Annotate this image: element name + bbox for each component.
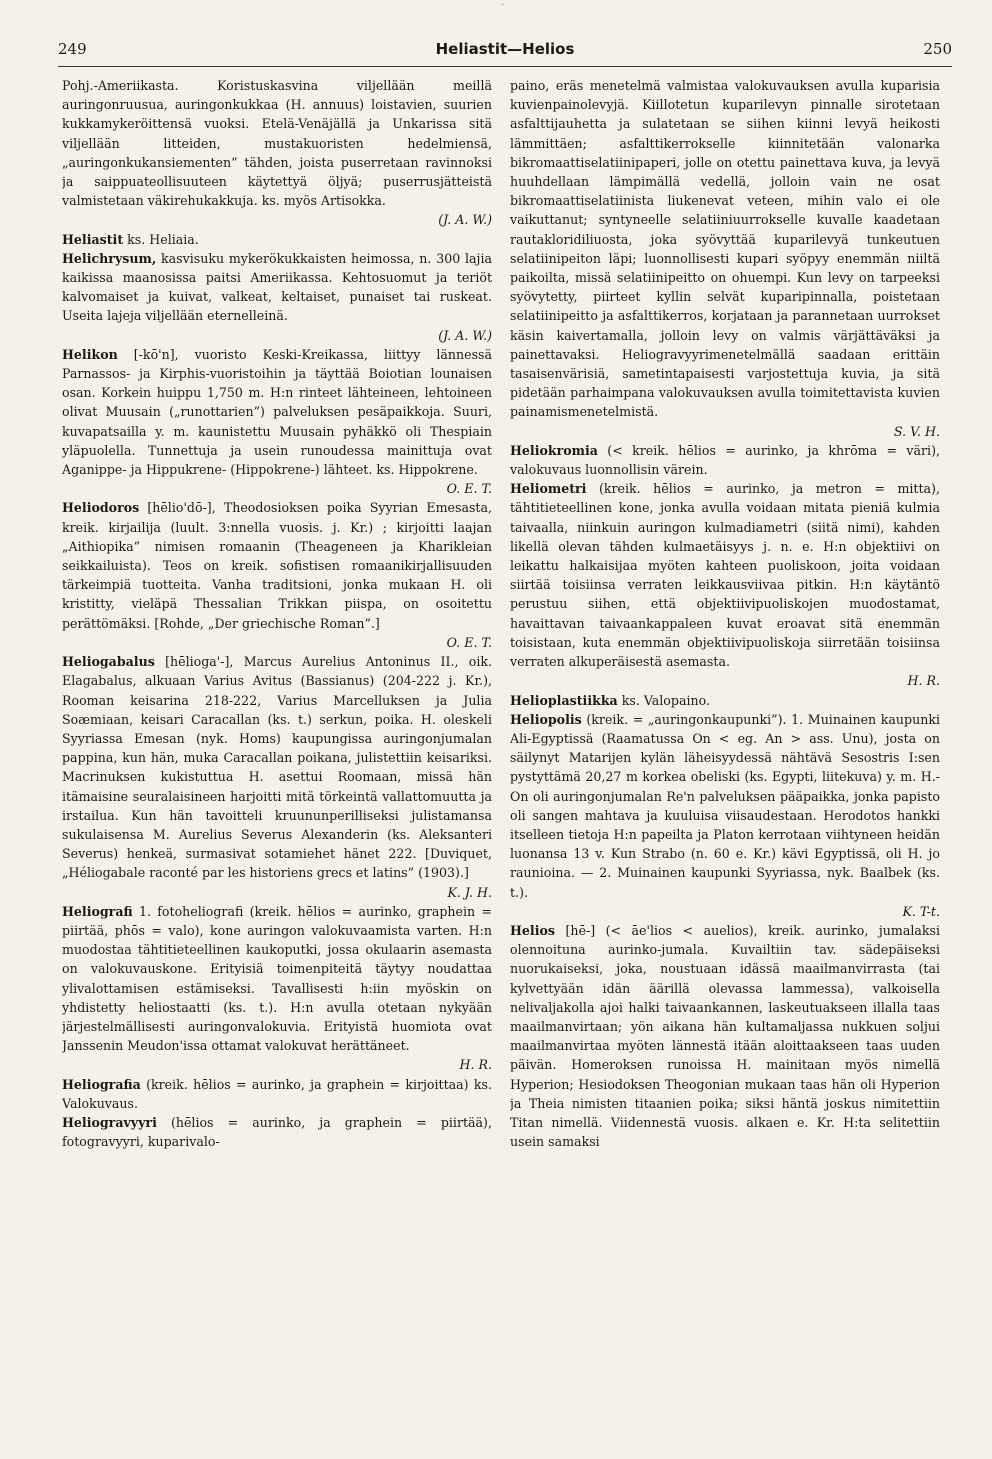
dictionary-entry xyxy=(510,691,940,710)
dictionary-entry xyxy=(510,710,940,921)
entry-text: (< kreik. hēlios = aurinko, ja khrōma = väri), valokuvaus luonnollisin värein. xyxy=(510,442,940,478)
entry-text: Pohj.-Ameriikasta. Koristuskasvina viljellään meillä auringonruusua, auringonkukkaa (H. annuus) loistavien, suurien kukkamykeröittensä vuoksi. Etelä-Venäjällä ja Unkarissa sitä viljellään litteiden, mustakuoristen hedelmiensä, „auringonkukansiementen” tähden, joista puserretaan ravinnoksi ja saippuateollisuuteen käytettyä öljyä; puserrusjätteistä valmistetaan väkirehukakkuja. ks. myös Artisokka. xyxy=(62,78,492,209)
entry-headword: Helikon xyxy=(62,346,118,362)
entry-headword: Heliogabalus xyxy=(62,654,155,670)
page-number-left: 249 xyxy=(58,40,87,58)
dictionary-entry xyxy=(62,652,492,902)
entry-text: [hēlioga'-], Marcus Aurelius Antoninus II., oik. Elagabalus, alkuaan Varius Avitus (Bassianus) (204-222 j. Kr.), Rooman keisarina 218-222, Varius Marcelluksen ja Julia Soæmiaan, keisari Caracallan (ks. t.) serkun, poika. H. oleskeli Syyriassa Emesan (nyk. Homs) kaupungissa auringonjumalan pappina, kun hän, muka Caracallan poikana, julistettiin keisariksi. Macrinuksen kukistuttua H. asettui Roomaan, missä hän itämaisine seuralaisineen harjoitti mitä törkeintä vallattomuutta ja irstailua. Kun hän tavoitteli kruununperilliseksi julistamansa sukulaisensa M. Aurelius Severus Alexanderin (ks. Aleksanteri Severus) henkeä, surmasivat sotamiehet hänet 222. [Duviquet, „Héliogabale raconté par les historiens grecs et latins” (1903).] xyxy=(62,654,492,881)
entry-text: (kreik. hēlios = aurinko, ja metron = mitta), tähtitieteellinen kone, jonka avulla voidaan mitata pieniä kulmia taivaalla, niinkuin auringon kulmadiametri (siitä nimi), kahden likellä olevan tähden kulmaetäisyys j. n. e. H:n objektiivi on leikattu halkaisijaa myöten kahteen puoliskoon, joita voidaan siirtää toisiinsa verraten leikkausviivaa pitkin. H:n käytäntö perustuu siihen, että objektiivipuoliskojen muodostamat, havaittavan taivaankappaleen kuvat eroavat sitä enemmän toisistaan, kuta enemmän objektiivipuoliskoja siirretään toisiinsa verraten alkuperäisestä asemasta. xyxy=(510,481,940,670)
right-column xyxy=(510,76,940,1431)
entry-text: [hē-] (< āe'lios < auelios), kreik. aurinko, jumalaksi olennoituna aurinko-jumala. Kuvailtiin tav. sädepäiseksi nuorukaiseksi, joka, noustuaan idässä maailmanvirrasta (tai kylvettyään idän äärillä olevassa lammessa), valkoisella nelivaljakolla ajoi halki taivaankannen, laskeutuakseen illalla taas maailmanvirtaan; yön aikana hän kultamaljassa nukkuen soljui maailmanvirtaa myöten lännestä itään aloittaakseen taas uuden päivän. Homeroksen runoissa H. mainitaan myös nimellä Hyperion; Hesiodoksen Theogonian mukaan taas hän oli Hyperion ja Theia nimisten titaanien poika; siksi häntä joskus nimitettiin Titan nimellä. Viidennestä vuosis. alkaen e. Kr. H:ta selitettiin usein samaksi xyxy=(510,922,940,1150)
dictionary-entry xyxy=(510,479,940,690)
dictionary-entry xyxy=(62,76,492,230)
entry-headword: Heliogravyyri xyxy=(62,1114,157,1130)
entry-signature: (J. A. W.) xyxy=(438,327,492,343)
entry-text: 1. fotoheliografi (kreik. hēlios = aurinko, graphein = piirtää, phōs = valo), kone auringon valokuvaamista varten. H:n muodostaa tähtitieteellinen kaukoputki, jossa okulaarin asemasta on valokuvauskone. Erityisiä toimenpiteitä täytyy noudattaa ylivalottamisen estämiseksi. Tavallisesti h:iin myöskin on yhdistetty heliostaatti (ks. t.). H:n avulla otetaan nykyään järjestelmällisesti auringonvalokuvia. Erityistä huomiota ovat Janssenin Meudon'issa ottamat valokuvat herättäneet. xyxy=(62,903,492,1054)
entry-text: [-kō'n], vuoristo Keski-Kreikassa, liittyy lännessä Parnassos- ja Kirphis-vuoristoihin ja täyttää Boiotian lounaisen osan. Korkein huippu 1,750 m. H:n rinteet lähteineen, lehtoineen olivat Muusain („runottarien”) palveluksen pesäpaikkoja. Suuri, kuvapatsailla y. m. kaunistettu Muusain pyhäkkö oli Thespiain yläpuolella. Tunnettuja ja usein runoudessa mainittuja ovat Aganippe- ja Hippukrene- (Hippokrene-) lähteet. ks. Hippokrene. xyxy=(62,346,492,478)
dictionary-entry xyxy=(510,76,940,441)
entry-signature: K. J. H. xyxy=(447,884,492,900)
entry-signature: O. E. T. xyxy=(446,481,492,497)
entry-headword: Heliometri xyxy=(510,481,587,497)
entry-signature: H. R. xyxy=(907,673,940,689)
entry-headword: Heliodoros xyxy=(62,500,140,516)
entry-headword: Helichrysum, xyxy=(62,250,157,266)
entry-text: kasvisuku mykerökukkaisten heimossa, n. 300 lajia kaikissa maanosissa paitsi Ameriikassa. Kehtosuomut ja teriöt kalvomaiset ja kuivat, valkeat, keltaiset, punaiset tai ruskeat. Useita lajeja viljellään eternelleinä. xyxy=(62,250,492,324)
entry-text: [hēlio'dō-], Theodosioksen poika Syyrian Emesasta, kreik. kirjailija (luult. 3:nnella vuosis. j. Kr.) ; kirjoitti laajan „Aithiopika” nimisen romaanin (Theageneen ja Kharikleian seikkailuista). Teos on kreik. sofistisen romaanikirjallisuuden tärkeimpiä tuotteita. Vanha traditsioni, jonka mukaan H. oli kristitty, vieläpä Thessalian Trikkan piispa, on osoitettu perättömäksi. [Rohde, „Der griechische Roman”.] xyxy=(62,500,492,631)
dictionary-entry xyxy=(62,230,492,249)
entry-headword: Heliastit xyxy=(62,231,124,247)
dictionary-entry xyxy=(510,921,940,1151)
entry-signature: S. V. H. xyxy=(893,423,940,439)
dictionary-entry xyxy=(62,249,492,345)
dictionary-entry xyxy=(510,441,940,479)
entry-signature: K. T-t. xyxy=(902,903,940,919)
page-header xyxy=(58,40,952,66)
entry-signature: H. R. xyxy=(459,1057,492,1073)
entry-text: (kreik. hēlios = aurinko, ja graphein = kirjoittaa) ks. Valokuvaus. xyxy=(62,1076,492,1111)
entry-headword: Heliografia xyxy=(62,1076,141,1092)
dictionary-entry xyxy=(62,902,492,1075)
entry-text: (kreik. = „auringonkaupunki”). 1. Muinainen kaupunki Ali-Egyptissä (Raamatussa On < eg. An > ass. Unu), josta on säilynyt Matarijen kylän läheisyydessä nähtävä Sesostris I:sen pystyttämä 20,27 m korkea obeliski (ks. Egypti, liitekuva) y. m. H.-On oli auringonjumalan Re'n palveluksen pääpaikka, jonka papisto oli sangen mahtava ja kuuluisa viisaudestaan. Herodotos hankki itselleen tietoja H:n papeilta ja Platon kerrotaan viihtyneen heidän luonansa 13 v. Kun Strabo (n. 60 e. Kr.) kävi Egyptissä, oli H. jo raunioina. — 2. Muinainen kaupunki Syyriassa, nyk. Baalbek (ks. t.). xyxy=(510,711,940,900)
running-title: Heliastit—Helios xyxy=(435,40,575,58)
dictionary-entry xyxy=(62,345,492,499)
entry-headword: Helioplastiikka xyxy=(510,692,618,708)
page-mark: ˇ xyxy=(500,4,505,15)
entry-headword: Heliopolis xyxy=(510,711,582,727)
entry-text: ks. Heliaia. xyxy=(127,231,199,247)
dictionary-entry xyxy=(62,1113,492,1151)
entry-signature: O. E. T. xyxy=(446,634,492,650)
entry-headword: Heliografi xyxy=(62,903,133,919)
left-column xyxy=(62,76,492,1431)
dictionary-entry xyxy=(62,1075,492,1113)
entry-text: (hēlios = aurinko, ja graphein = piirtää), fotogravyyri, kuparivalo- xyxy=(62,1114,492,1150)
entry-headword: Heliokromia xyxy=(510,442,598,458)
entry-headword: Helios xyxy=(510,922,555,938)
header-rule xyxy=(58,66,952,67)
dictionary-entry xyxy=(62,498,492,652)
page-number-right: 250 xyxy=(923,40,952,58)
entry-signature: (J. A. W.) xyxy=(438,212,492,228)
entry-text: ks. Valopaino. xyxy=(621,692,710,708)
entry-text: paino, eräs menetelmä valmistaa valokuvauksen avulla kuparisia kuvienpainolevyjä. Kiillotetun kuparilevyn pinnalle sirotetaan asfalttijauhetta ja sulatetaan se siihen kiinni levyä heikosti lämmittäen; asfalttikerrokselle kiinnitetään valonarka bikromaattiselatiinipaperi, jolle on otettu painettava kuva, ja levyä huuhdellaan lämpimällä vedellä, jolloin vain ne osat bikromaattiselatiinista liukenevat veteen, mihin valo ei ole vaikuttanut; syntyneelle selatiiniuurrokselle kuvalle kaadetaan rautakloridiliuosta, joka syövyttää kuparilevyä tunkeutuen selatiinipeiton läpi; luonnollisesti kupari syöpyy enemmän niiltä paikoilta, missä selatiinipeitto on ohuempi. Kun levy on tarpeeksi syövytetty, piirteet kyllin selvät kuparipinnalla, poistetaan selatiinipeitto ja asfalttikerros, korjataan ja parannetaan uurrokset käsin kaivertamalla, jolloin levy on valmis värjättäväksi ja painettavaksi. Heliogravyyrimenetelmällä saadaan erittäin tasaisenvärisiä, sametintapaisesti varjostettuja kuvia, ja sitä pidetään parhaimpana valokuvauksen avulla toimitettavista kuvien painamismenetelmistä. xyxy=(510,78,940,420)
